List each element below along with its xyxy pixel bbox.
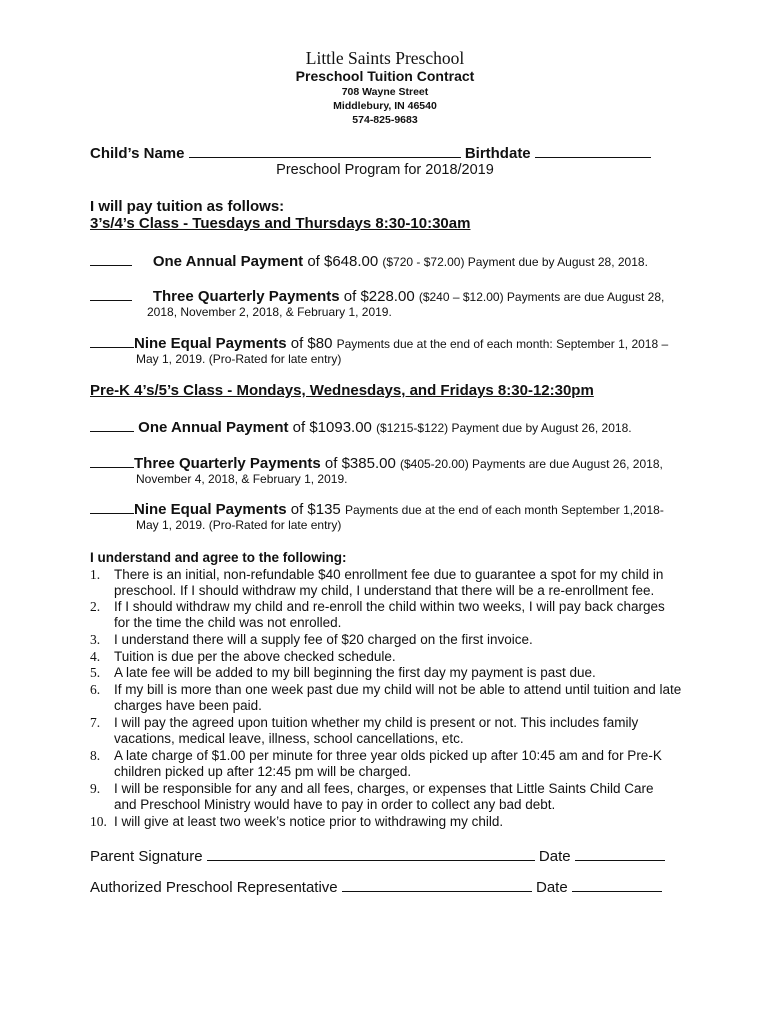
list-item-cont: vacations, medical leave, illness, school cancellations, etc.	[114, 731, 464, 746]
item-number: 2.	[90, 599, 101, 614]
list-item: If my bill is more than one week past due my child will not be able to attend until tuition and late	[114, 682, 682, 697]
option-prek-quarterly	[90, 454, 663, 472]
item-number: 7.	[90, 715, 101, 730]
option-3-4-quarterly	[90, 287, 664, 305]
pay-intro: I will pay tuition as follows:	[90, 198, 285, 215]
check-blank[interactable]	[90, 418, 134, 432]
option-title: Nine Equal Payments	[134, 335, 287, 352]
item-number: 4.	[90, 649, 101, 664]
item-number: 8.	[90, 748, 101, 763]
check-blank[interactable]	[90, 252, 132, 266]
option-amount: of $385.00	[320, 455, 400, 472]
option-prek-nine	[90, 500, 664, 518]
item-number: 6.	[90, 682, 101, 697]
item-number: 5.	[90, 665, 101, 680]
item-number: 3.	[90, 632, 101, 647]
list-item: A late fee will be added to my bill beginning the first day my payment is past due.	[114, 665, 596, 680]
birthdate-label: Birthdate	[464, 145, 531, 162]
item-number: 9.	[90, 781, 101, 796]
list-item-cont: preschool. If I should withdraw my child, I understand that there will be a re-enrollment fee.	[114, 583, 655, 598]
list-item: I will give at least two week’s notice prior to withdrawing my child.	[114, 814, 504, 829]
check-blank[interactable]	[90, 454, 134, 468]
option-detail-cont: May 1, 2019. (Pro-Rated for late entry)	[136, 352, 342, 366]
option-amount: of $80	[286, 335, 337, 352]
option-prek-annual	[90, 418, 632, 436]
list-item: I will be responsible for any and all fees, charges, or expenses that Little Saints Child Care	[114, 781, 654, 796]
date-label: Date	[535, 879, 568, 896]
option-title: One Annual Payment	[152, 253, 304, 270]
contract-title: Preschool Tuition Contract	[295, 68, 475, 84]
rep-signature-label: Authorized Preschool Representative	[90, 879, 338, 896]
rep-signature-field[interactable]	[342, 878, 532, 892]
child-name-field[interactable]	[189, 144, 461, 158]
check-blank[interactable]	[90, 334, 134, 348]
check-blank[interactable]	[90, 500, 134, 514]
option-detail: ($405-20.00) Payments are due August 26, 2018,	[399, 457, 663, 471]
option-detail: Payments due at the end of each month: September 1, 2018 –	[336, 337, 669, 351]
parent-date-field[interactable]	[575, 847, 665, 861]
option-amount: of $228.00	[339, 288, 419, 305]
street-address: 708 Wayne Street	[341, 86, 429, 98]
list-item-cont: and Preschool Ministry would have to pay in order to collect any bad debt.	[114, 797, 556, 812]
option-3-4-annual	[90, 252, 648, 270]
list-item: If I should withdraw my child and re-enroll the child within two weeks, I will pay back charges	[114, 599, 665, 614]
option-title: Three Quarterly Payments	[152, 288, 340, 305]
option-detail: ($240 – $12.00) Payments are due August 28,	[418, 290, 665, 304]
item-number: 1.	[90, 567, 101, 582]
rep-date-field[interactable]	[572, 878, 662, 892]
class-prek-heading: Pre-K 4’s/5’s Class - Mondays, Wednesdays, and Fridays 8:30-12:30pm	[90, 382, 594, 399]
program-year: Preschool Program for 2018/2019	[276, 162, 494, 178]
list-item-cont: for the time the child was not enrolled.	[114, 615, 342, 630]
child-name-label: Child’s Name	[90, 145, 185, 162]
list-item: I understand there will a supply fee of $20 charged on the first invoice.	[114, 632, 533, 647]
option-detail: ($1215-$122) Payment due by August 26, 2018.	[376, 421, 632, 435]
agreement-heading: I understand and agree to the following:	[90, 550, 347, 565]
parent-signature-field[interactable]	[207, 847, 535, 861]
list-item: I will pay the agreed upon tuition whether my child is present or not. This includes family	[114, 715, 639, 730]
list-item-cont: children picked up after 12:45 pm will be charged.	[114, 764, 412, 779]
school-name: Little Saints Preschool	[305, 48, 465, 68]
list-item-cont: charges have been paid.	[114, 698, 262, 713]
list-item: There is an initial, non-refundable $40 enrollment fee due to guarantee a spot for my child in	[114, 567, 664, 582]
option-amount: of $1093.00	[288, 419, 377, 436]
check-blank[interactable]	[90, 287, 132, 301]
parent-signature-label: Parent Signature	[90, 848, 203, 865]
option-detail-cont: November 4, 2018, & February 1, 2019.	[136, 472, 348, 486]
date-label: Date	[538, 848, 571, 865]
option-title: Nine Equal Payments	[134, 501, 287, 518]
option-detail-cont: 2018, November 2, 2018, & February 1, 2019.	[147, 305, 392, 319]
option-detail-cont: May 1, 2019. (Pro-Rated for late entry)	[136, 518, 342, 532]
item-number: 10.	[90, 814, 107, 829]
option-title: Three Quarterly Payments	[134, 455, 321, 472]
birthdate-field[interactable]	[535, 144, 651, 158]
option-title: One Annual Payment	[138, 419, 289, 436]
option-3-4-nine	[90, 334, 668, 352]
option-detail: Payments due at the end of each month September 1,2018-	[344, 503, 664, 517]
option-amount: of $135	[286, 501, 345, 518]
rep-signature-row	[90, 878, 662, 896]
option-detail: ($720 - $72.00) Payment due by August 28, 2018.	[382, 255, 648, 269]
child-name-row	[90, 144, 651, 162]
city-state-zip: Middlebury, IN 46540	[333, 100, 437, 112]
list-item: A late charge of $1.00 per minute for three year olds picked up after 10:45 am and for Pre-K	[114, 748, 662, 763]
parent-signature-row	[90, 847, 665, 865]
phone-number: 574-825-9683	[352, 114, 418, 126]
option-amount: of $648.00	[303, 253, 383, 270]
class-3-4-heading: 3’s/4’s Class - Tuesdays and Thursdays 8:30-10:30am	[90, 215, 471, 232]
list-item: Tuition is due per the above checked schedule.	[114, 649, 396, 664]
